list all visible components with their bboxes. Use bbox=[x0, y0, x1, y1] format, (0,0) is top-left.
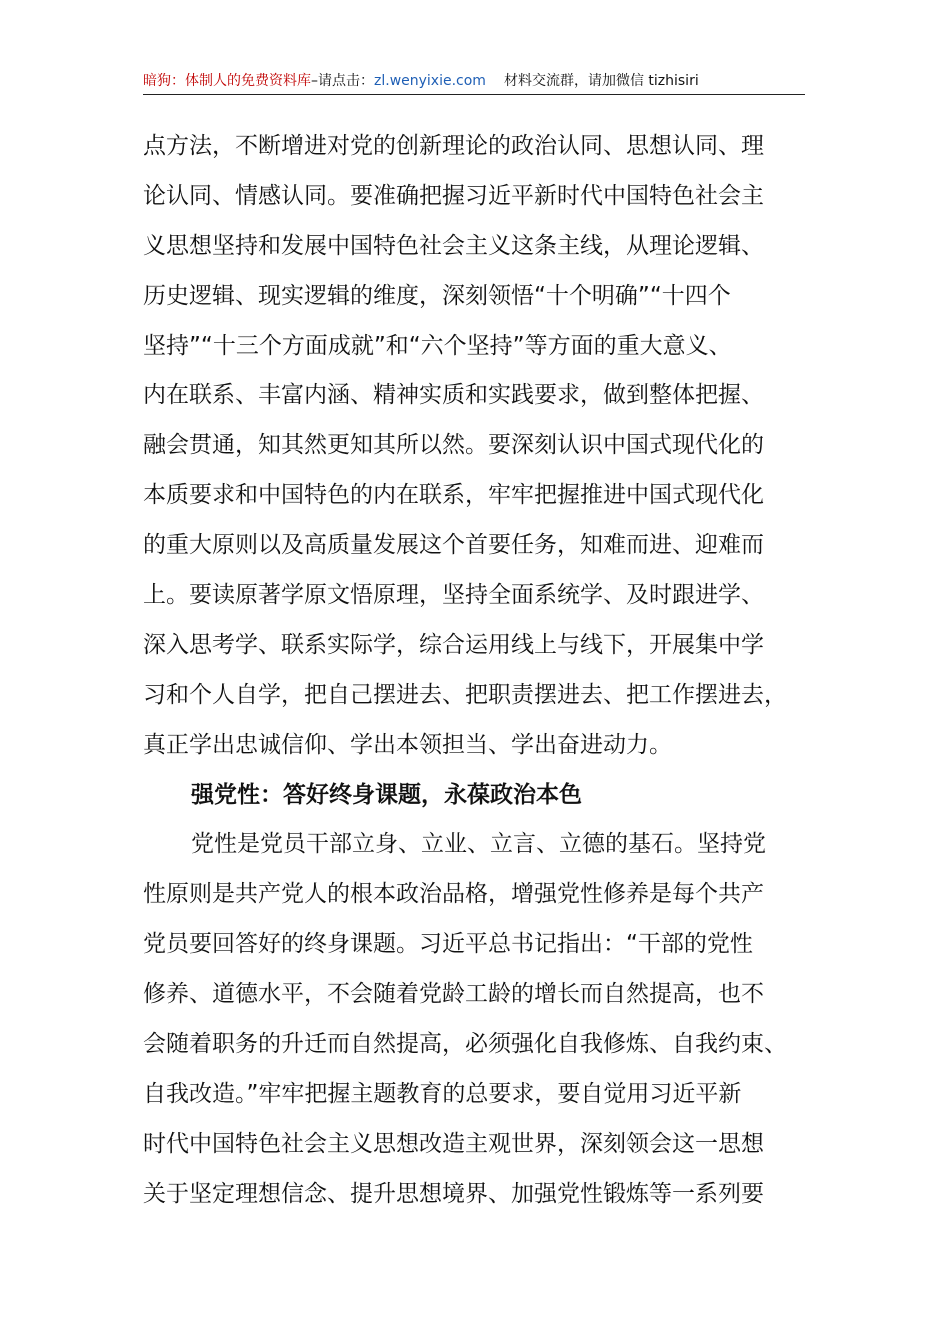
body-line: 真正学出忠诚信仰、学出本领担当、学出奋进动力。 bbox=[143, 731, 672, 758]
header-brand: 暗狗：体制人的免费资料库 bbox=[143, 73, 311, 89]
body-line: 深入思考学、联系实际学，综合运用线上与线下，开展集中学 bbox=[143, 631, 764, 658]
body-line: 论认同、情感认同。要准确把握习近平新时代中国特色社会主 bbox=[143, 182, 764, 209]
body-line: 党性是党员干部立身、立业、立言、立德的基石。坚持党 bbox=[191, 831, 766, 858]
document-body bbox=[143, 122, 807, 1220]
body-line: 坚持”“十三个方面成就”和“六个坚持”等方面的重大意义、 bbox=[143, 332, 732, 359]
body-line: 会随着职务的升迁而自然提高，必须强化自我修炼、自我约束、 bbox=[143, 1031, 787, 1058]
body-line: 习和个人自学，把自己摆进去、把职责摆进去、把工作摆进去， bbox=[143, 681, 787, 708]
body-line: 本质要求和中国特色的内在联系，牢牢把握推进中国式现代化 bbox=[143, 482, 764, 509]
body-line: 的重大原则以及高质量发展这个首要任务，知难而进、迎难而 bbox=[143, 532, 764, 559]
body-line: 义思想坚持和发展中国特色社会主义这条主线，从理论逻辑、 bbox=[143, 232, 764, 259]
page-header bbox=[143, 68, 805, 95]
header-url-link[interactable]: zl.wenyixie.com bbox=[374, 73, 486, 89]
body-line: 上。要读原著学原文悟原理，坚持全面系统学、及时跟进学、 bbox=[143, 582, 764, 609]
body-line: 党员要回答好的终身课题。习近平总书记指出：“干部的党性 bbox=[143, 931, 753, 958]
body-line: 时代中国特色社会主义思想改造主观世界，深刻领会这一思想 bbox=[143, 1130, 764, 1157]
body-line: 自我改造。”牢牢把握主题教育的总要求，要自觉用习近平新 bbox=[143, 1080, 742, 1107]
body-line: 内在联系、丰富内涵、精神实质和实践要求，做到整体把握、 bbox=[143, 382, 764, 409]
body-line: 关于坚定理想信念、提升思想境界、加强党性锻炼等一系列要 bbox=[143, 1180, 764, 1207]
body-line: 性原则是共产党人的根本政治品格，增强党性修养是每个共产 bbox=[143, 881, 764, 908]
body-line: 历史逻辑、现实逻辑的维度，深刻领悟“十个明确”“十四个 bbox=[143, 282, 731, 309]
body-line: 融会贯通，知其然更知其所以然。要深刻认识中国式现代化的 bbox=[143, 432, 764, 459]
body-line: 修养、道德水平，不会随着党龄工龄的增长而自然提高，也不 bbox=[143, 981, 764, 1008]
section-heading: 强党性：答好终身课题，永葆政治本色 bbox=[191, 781, 582, 808]
header-click-prompt: –请点击： bbox=[311, 73, 374, 89]
header-contact: 材料交流群，请加微信 tizhisiri bbox=[503, 73, 699, 89]
body-line: 点方法，不断增进对党的创新理论的政治认同、思想认同、理 bbox=[143, 133, 764, 159]
